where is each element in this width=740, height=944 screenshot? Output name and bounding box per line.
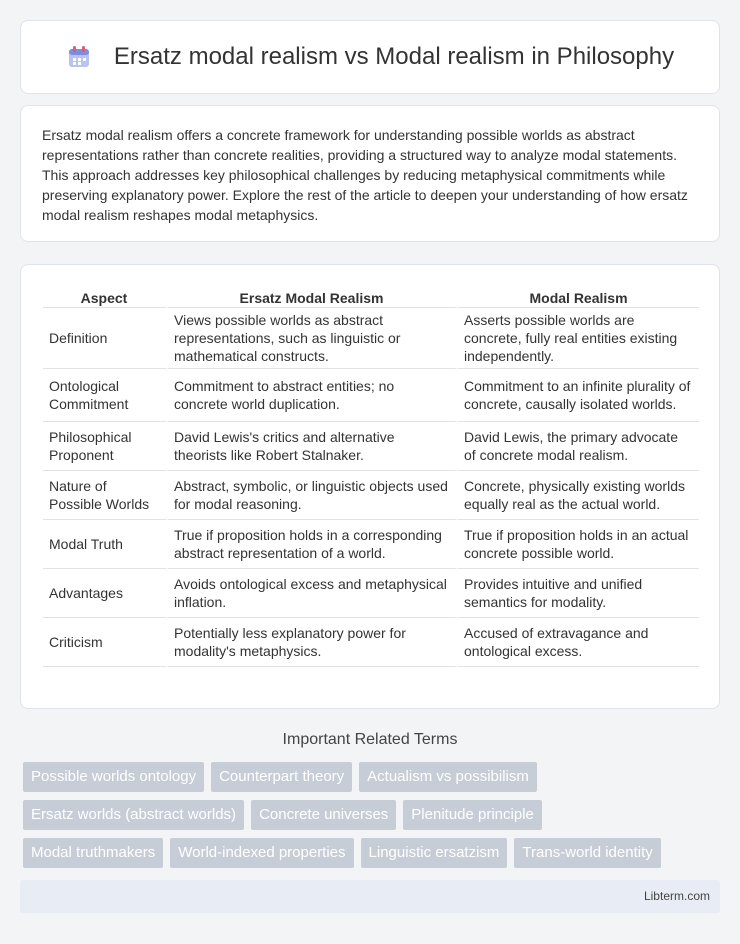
footer bbox=[20, 880, 720, 913]
row-modal: True if proposition holds in an actual concrete possible world. bbox=[458, 520, 699, 569]
row-aspect: Criticism bbox=[43, 618, 168, 667]
row-ersatz: Avoids ontological excess and metaphysical inflation. bbox=[168, 569, 458, 618]
row-aspect: Ontological Commitment bbox=[43, 369, 168, 422]
related-term-tag[interactable]: Modal truthmakers bbox=[23, 838, 163, 868]
tag-row bbox=[23, 800, 723, 830]
table-row bbox=[43, 471, 699, 520]
header-ersatz-modal-realism: Ersatz Modal Realism bbox=[168, 287, 458, 308]
tag-row bbox=[23, 762, 723, 792]
row-aspect: Definition bbox=[43, 308, 168, 369]
related-terms-list bbox=[23, 762, 723, 876]
row-ersatz: Potentially less explanatory power for modality's metaphysics. bbox=[168, 618, 458, 667]
header-modal-realism: Modal Realism bbox=[458, 287, 699, 308]
comparison-table bbox=[43, 287, 699, 667]
row-ersatz: Abstract, symbolic, or linguistic objects used for modal reasoning. bbox=[168, 471, 458, 520]
related-term-tag[interactable]: Concrete universes bbox=[251, 800, 396, 830]
table-row bbox=[43, 520, 699, 569]
row-modal: Asserts possible worlds are concrete, fully real entities existing independently. bbox=[458, 308, 699, 369]
table-row bbox=[43, 422, 699, 471]
row-modal: Accused of extravagance and ontological excess. bbox=[458, 618, 699, 667]
row-aspect: Philosophical Proponent bbox=[43, 422, 168, 471]
table-row bbox=[43, 308, 699, 369]
title-card bbox=[20, 20, 720, 94]
related-term-tag[interactable]: Trans-world identity bbox=[514, 838, 660, 868]
related-term-tag[interactable]: Ersatz worlds (abstract worlds) bbox=[23, 800, 244, 830]
related-terms-title: Important Related Terms bbox=[282, 731, 458, 748]
row-modal: Concrete, physically existing worlds equally real as the actual world. bbox=[458, 471, 699, 520]
header-aspect: Aspect bbox=[43, 287, 168, 308]
table-row bbox=[43, 618, 699, 667]
related-term-tag[interactable]: Counterpart theory bbox=[211, 762, 352, 792]
row-ersatz: True if proposition holds in a corresponding abstract representation of a world. bbox=[168, 520, 458, 569]
calendar-icon bbox=[66, 44, 92, 70]
intro-card bbox=[20, 105, 720, 242]
row-aspect: Modal Truth bbox=[43, 520, 168, 569]
related-term-tag[interactable]: Linguistic ersatzism bbox=[361, 838, 508, 868]
footer-site-link[interactable]: Libterm.com bbox=[643, 889, 710, 903]
related-term-tag[interactable]: World-indexed properties bbox=[170, 838, 353, 868]
comparison-table-card bbox=[20, 264, 720, 709]
row-ersatz: Commitment to abstract entities; no concrete world duplication. bbox=[168, 369, 458, 422]
row-ersatz: David Lewis's critics and alternative theorists like Robert Stalnaker. bbox=[168, 422, 458, 471]
table-header-row bbox=[43, 287, 699, 308]
related-term-tag[interactable]: Possible worlds ontology bbox=[23, 762, 204, 792]
table-row bbox=[43, 569, 699, 618]
row-modal: Provides intuitive and unified semantics for modality. bbox=[458, 569, 699, 618]
tag-row bbox=[23, 838, 723, 868]
row-ersatz: Views possible worlds as abstract representations, such as linguistic or mathematical constructs. bbox=[168, 308, 458, 369]
row-aspect: Nature of Possible Worlds bbox=[43, 471, 168, 520]
intro-paragraph: Ersatz modal realism offers a concrete framework for understanding possible worlds as abstract representations rather than concrete realities, providing a structured way to analyze modal statements. This approach addresses key philosophical challenges by reducing metaphysical commitments while preserving explanatory power. Explore the rest of the article to deepen your understanding of how ersatz modal realism reshapes modal metaphysics. bbox=[42, 127, 688, 223]
row-modal: Commitment to an infinite plurality of concrete, causally isolated worlds. bbox=[458, 369, 699, 422]
related-term-tag[interactable]: Actualism vs possibilism bbox=[359, 762, 537, 792]
row-modal: David Lewis, the primary advocate of concrete modal realism. bbox=[458, 422, 699, 471]
table-row bbox=[43, 369, 699, 422]
page-title: Ersatz modal realism vs Modal realism in Philosophy bbox=[113, 43, 675, 70]
row-aspect: Advantages bbox=[43, 569, 168, 618]
related-term-tag[interactable]: Plenitude principle bbox=[403, 800, 542, 830]
